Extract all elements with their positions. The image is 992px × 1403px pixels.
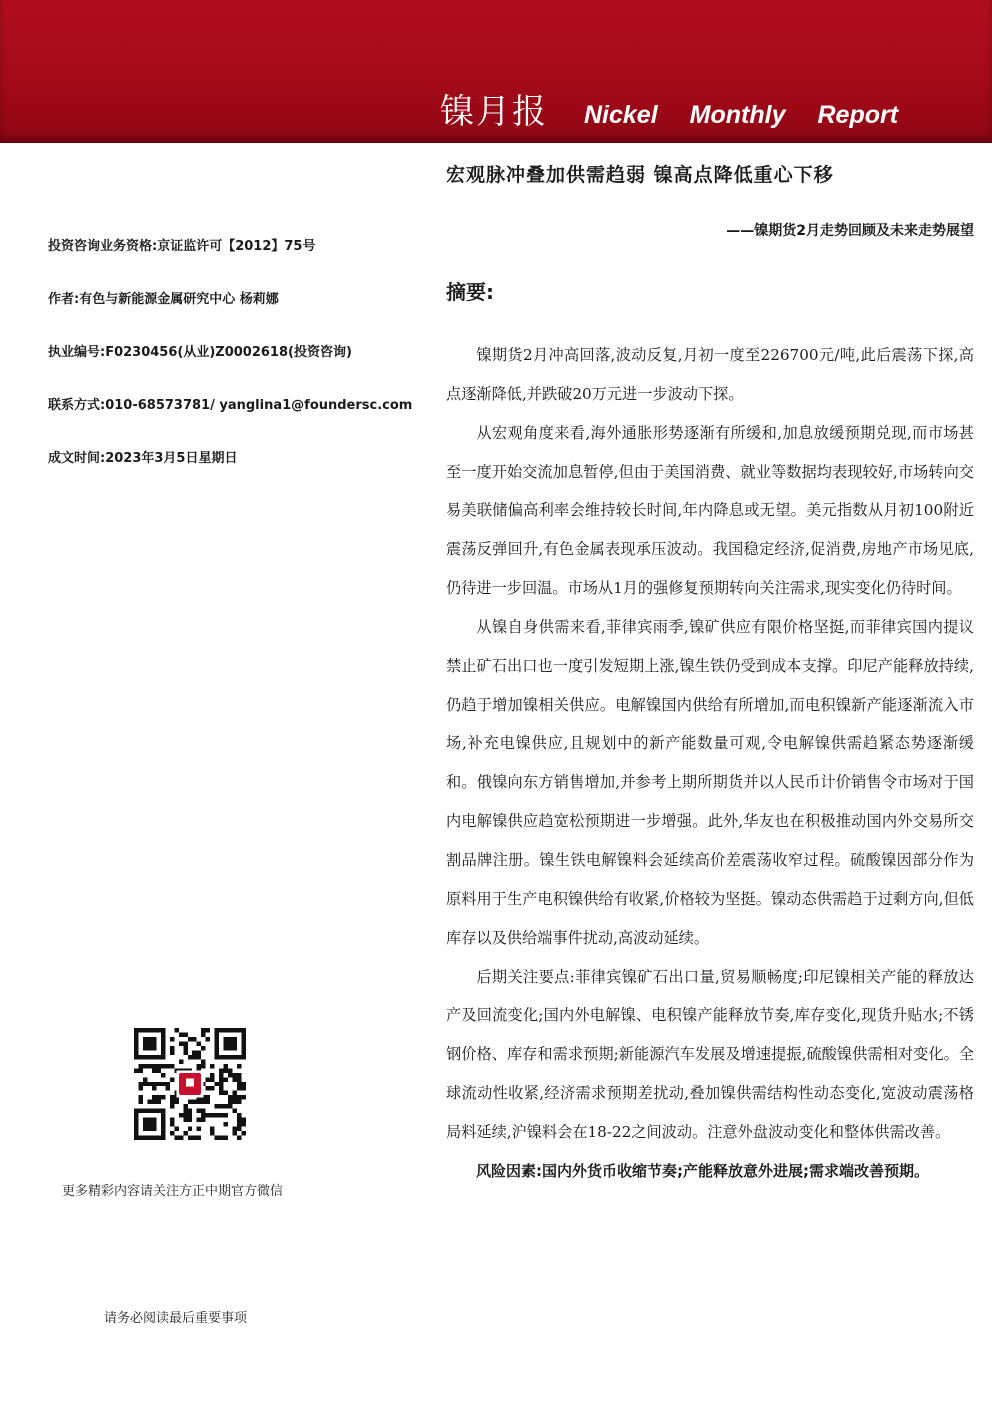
series-title-cn: 镍月报 [440, 92, 548, 132]
contact: 联系方式:010-68573781/ yanglina1@foundersc.com [48, 398, 413, 413]
risk-factors: 风险因素:国内外货币收缩节奏;产能释放意外进展;需求端改善预期。 [476, 1161, 929, 1180]
author: 作者:有色与新能源金属研究中心 杨莉娜 [48, 292, 279, 307]
report-subheadline: ——镍期货2月走势回顾及未来走势展望 [726, 223, 974, 239]
date: 成文时间:2023年3月5日星期日 [48, 451, 238, 466]
abstract-label: 摘要: [446, 280, 494, 304]
report-headline: 宏观脉冲叠加供需趋弱 镍高点降低重心下移 [446, 164, 834, 186]
series-title-en-word: Nickel [584, 101, 658, 129]
series-title-en-word: Report [817, 101, 899, 129]
license-number: 执业编号:F0230456(从业)Z0002618(投资咨询) [48, 345, 352, 360]
qr-caption: 更多精彩内容请关注方正中期官方微信 [62, 1184, 284, 1199]
read-disclaimer-notice: 请务必阅读最后重要事项 [104, 1311, 248, 1326]
main-content [446, 158, 974, 1180]
abstract-paragraph: 从镍自身供需来看,菲律宾雨季,镍矿供应有限价格坚挺,而菲律宾国内提议禁止矿石出口也一度引发短期上涨,镍生铁仍受到成本支撑。印尼产能释放持续,仍趋于增加镍相关供应。电解镍国内供给有所增加,而电积镍新产能逐渐流入市场,补充电镍供应,且规划中的新产能数量可观,令电解镍供需趋紧态势逐渐缓和。俄镍向东方销售增加,并参考上期所期货并以人民币计价销售令市场对于国内电解镍供应趋宽松预期进一步增强。此外,华友也在积极推动国内外交易所交割品牌注册。镍生铁电解镍料会延续高价差震荡收窄过程。硫酸镍因部分作为原料用于生产电积镍供给有收紧,价格较为坚挺。镍动态供需趋于过剩方向,但低库存以及供给端事件扰动,高波动延续。 [446, 617, 974, 947]
abstract-paragraph: 后期关注要点:菲律宾镍矿石出口量,贸易顺畅度;印尼镍相关产能的释放达产及回流变化;国内外电解镍、电积镍产能释放节奏,库存变化,现货升贴水;不锈钢价格、库存和需求预期;新能源汽车发展及增速提振,硫酸镍供需相对变化。全球流动性收紧,经济需求预期差扰动,叠加镍供需结构性动态变化,宽波动震荡格局料延续,沪镍料会在18-22之间波动。注意外盘波动变化和整体供需改善。 [446, 967, 974, 1141]
qualification: 投资咨询业务资格:京证监许可【2012】75号 [48, 239, 316, 254]
series-title-en-word: Monthly [689, 101, 786, 129]
report-meta [48, 238, 418, 503]
abstract-paragraph: 从宏观角度来看,海外通胀形势逐渐有所缓和,加息放缓预期兑现,而市场甚至一度开始交流加息暂停,但由于美国消费、就业等数据均表现较好,市场转向交易美联储偏高利率会维持较长时间,年内降息或无望。美元指数从月初100附近震荡反弹回升,有色金属表现承压波动。我国稳定经济,促消费,房地产市场见底,仍待进一步回温。市场从1月的强修复预期转向关注需求,现实变化仍待时间。 [446, 423, 974, 598]
wechat-qr-code [134, 1028, 246, 1140]
header-banner [0, 0, 992, 143]
abstract-paragraph: 镍期货2月冲高回落,波动反复,月初一度至226700元/吨,此后震荡下探,高点逐渐降低,并跌破20万元进一步波动下探。 [446, 346, 974, 403]
abstract-body [446, 336, 974, 1191]
report-series-title [440, 84, 930, 132]
